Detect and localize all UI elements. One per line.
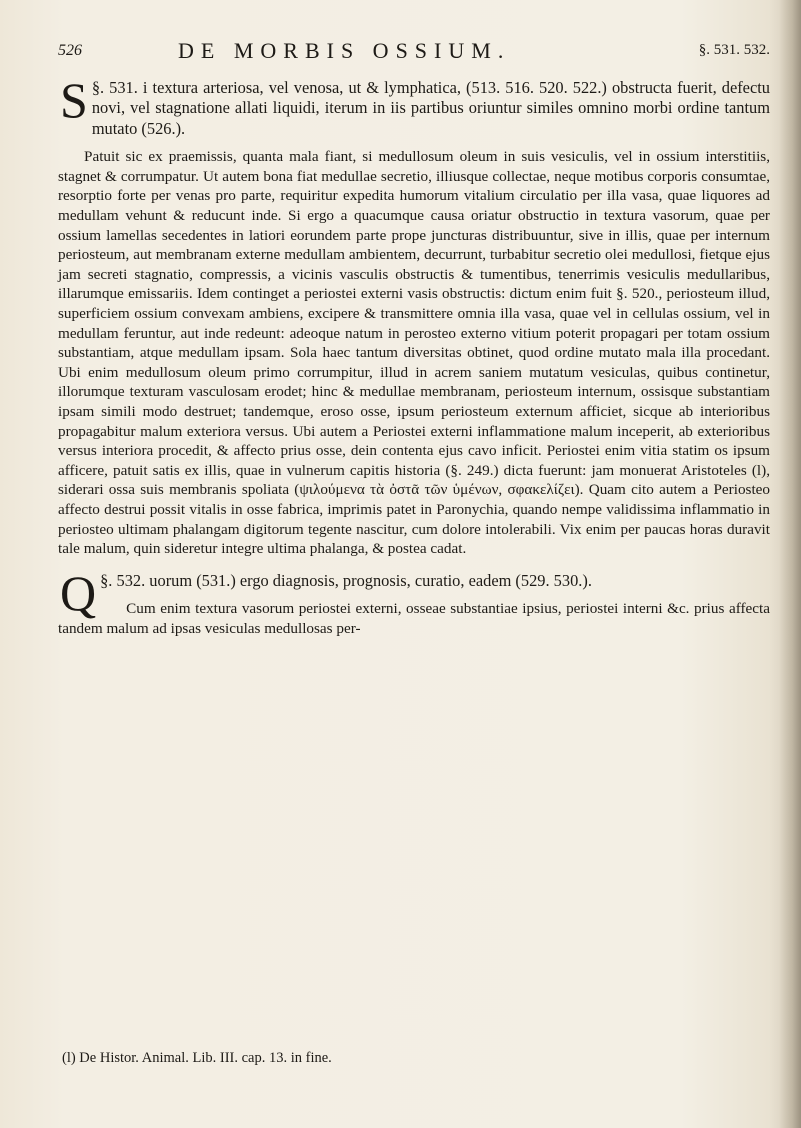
section-531-intro	[58, 72, 770, 139]
section-531-dropcap: S	[60, 72, 88, 128]
running-title: DE MORBIS OSSIUM.	[178, 38, 511, 63]
page-number: 526	[58, 42, 82, 59]
footnote: (l) De Histor. Animal. Lib. III. cap. 13. in fine.	[62, 1050, 332, 1066]
main-text	[58, 72, 770, 650]
section-532-intro-text: uorum (531.) ergo diagnosis, prognosis, curatio, eadem (529. 530.).	[149, 570, 592, 590]
section-531-label: §. 531.	[91, 78, 138, 97]
page-edge-shadow	[779, 0, 801, 1128]
running-head	[58, 38, 770, 68]
section-532-commentary: Cum enim textura vasorum periostei externi, osseae substantiae ipsius, periostei interni &c. prius affecta tandem malum ad ipsas vesiculas medullosas per-	[58, 600, 770, 637]
section-531-intro-text: i textura arteriosa, vel venosa, ut & lymphatica, (513. 516. 520. 522.) obstructa fuerit, defectu novi, vel stagnatione allati liquidi, iterum in iis partibus oriuntur similes omnino morbi ordine tantum mutato (526.).	[91, 78, 770, 138]
section-532-dropcap: Q	[60, 564, 97, 621]
section-531-commentary: Patuit sic ex praemissis, quanta mala fiant, si medullosum oleum in suis vesiculis, vel in ossium interstitiis, stagnet & corrumpatur. Ut autem bona fiat medullae secretio, illiusque collectae, neque motibus corporis consumtae, resorptio forte per venas pro parte, requiritur expedita humorum vitalium circulatio per illa vasa, quae liquores ad medullam vehunt & reducunt inde. Si ergo a quacumque causa oriatur obstructio in textura vasorum, quae per ossium lamellas secedentes in latiori eorundem parte prope juncturas distribuuntur, sive in illis, quae per internum periosteum, aut membranam externe medullam ambientem, decurrunt, turbabitur secretio olei medullosi, fietque ejus jam secreti stagnatio, compressis, a vicinis vasculis obstructis & tumentibus, tenerrimis vesiculis medullaribus, illarumque emissariis. Idem continget a periostei externi vasis obstructis: dictum enim fuit §. 520., periosteum illud, superficiem ossium convexam ambiens, excipere & transmittere omnia illa vasa, quae vel in cellulas ossium, vel in medullam feruntur, aut inde redeunt: adeoque natum in perosteo externo vitium poterit propagari per totam ossium substantiam, atque medullam ipsam. Sola haec tantum diversitas obtinet, quod ordine mutato mala illa procedant. Ubi enim medullosum oleum primo corrumpitur, illud in acrem saniem mutatum vesiculas, quibus continetur, illorumque texturam vasculosam erodet; hinc & medullae membranam, periosteum internum, ossisque substantiam ipsam simili modo destruet; tandemque, eroso osse, ipsum periosteum externum afficiet, sicque ab interioribus propagabitur malum exteriora versus. Ubi autem a Periostei externi inflammatione malum inceperit, ab exterioribus versus interiora procedit, & affecto prius osse, dein contenta ejus cavo inficit. Periostei enim vitia statim os ipsum afficere, patuit satis ex illis, quae in vulnerum capitis historia (§. 249.) dicta fuerunt: jam monuerat Aristoteles (l), siderari ossa suis membranis spoliata (ψιλούμενα τὰ ὀστᾶ τῶν ὑμένων, σφακελίζει). Quam cito autem a Periosteo affecto destrui possit vitalis in osse fabrica, imprimis patet in Paronychia, quando nempe validissima inflammatio in periosteo ultimam phalangam digitorum tegente nascitur, cum dolore intolerabili. Vix enim per paucas horas duravit tale malum, quin sideretur integre ultima phalanga, & postea cadat.	[58, 148, 770, 558]
section-range: §. 531. 532.	[698, 42, 770, 58]
section-532-label: §. 532.	[100, 570, 146, 590]
